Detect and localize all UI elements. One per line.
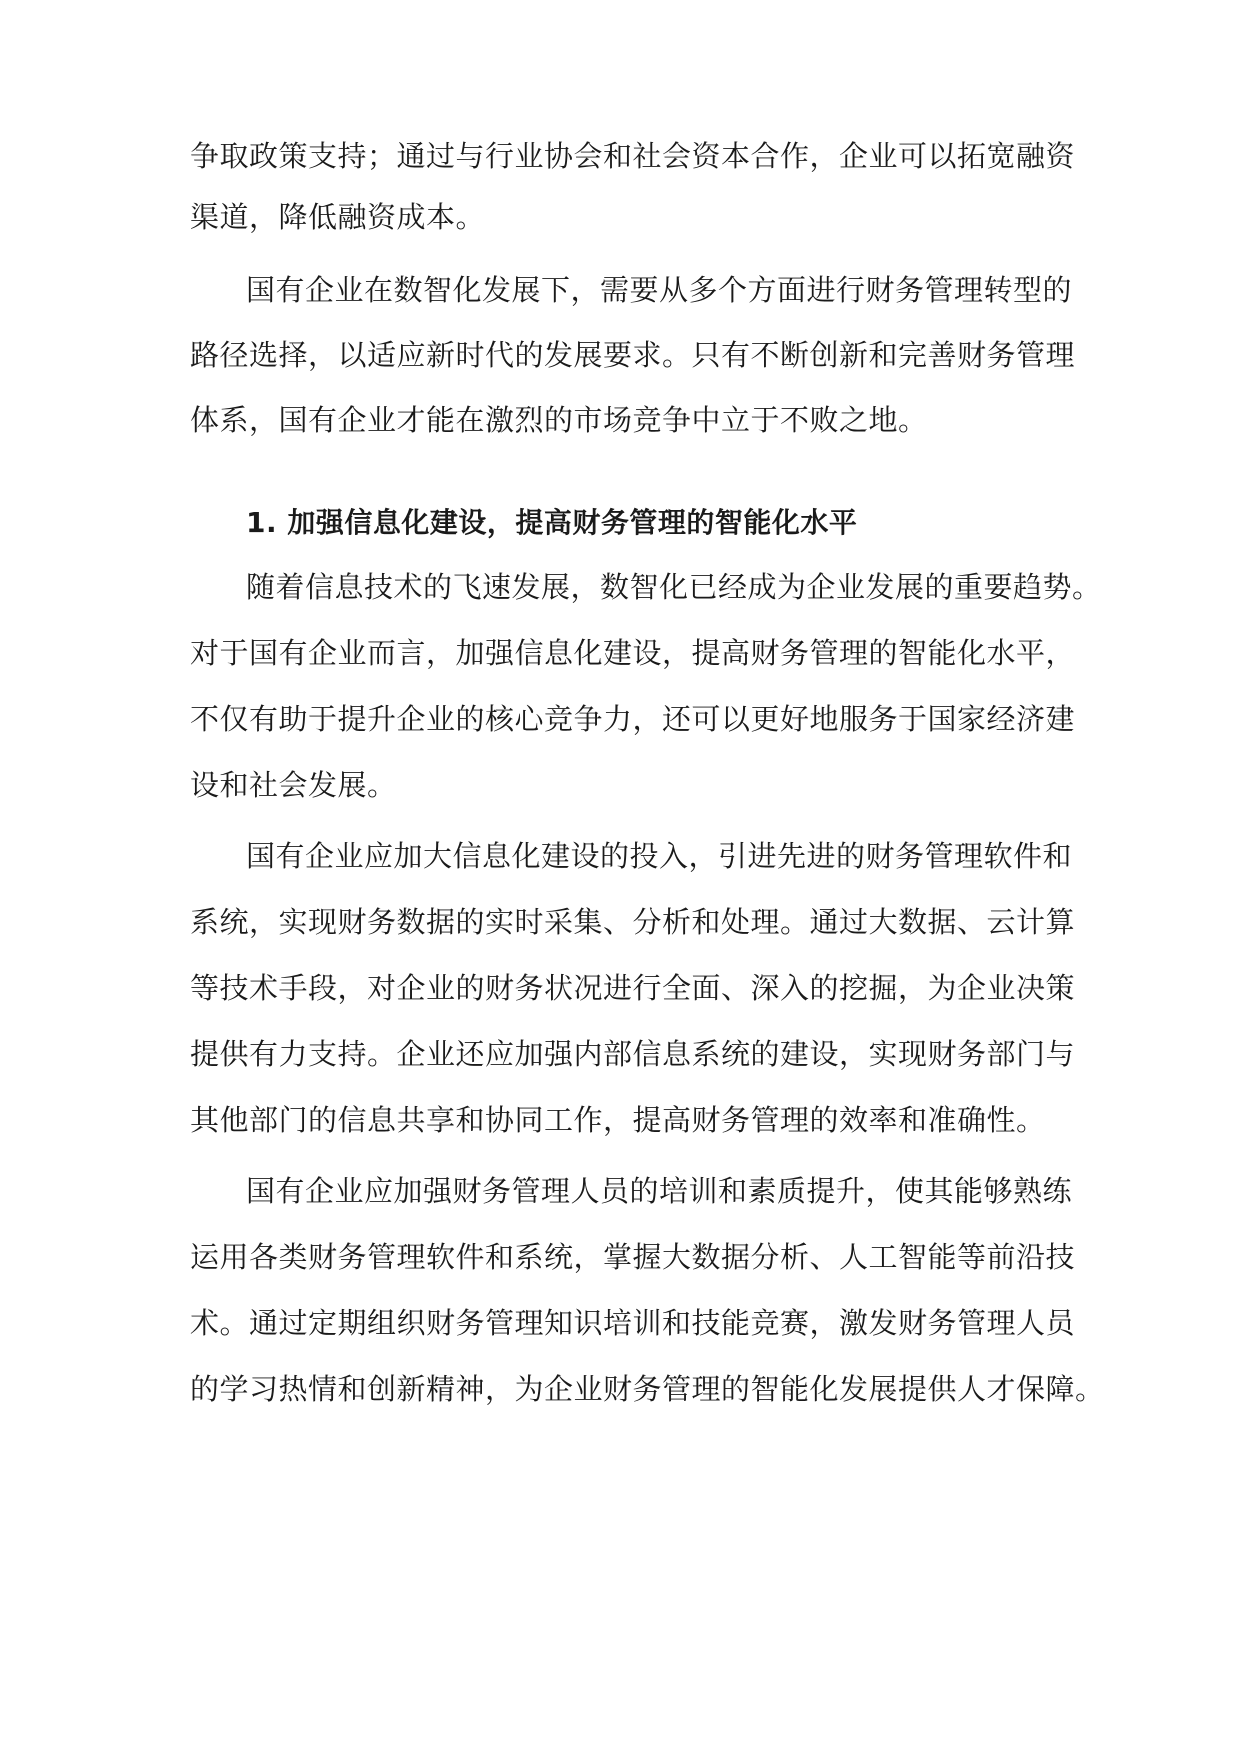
- paragraph-line: 国有企业在数智化发展下，需要从多个方面进行财务管理转型的: [246, 273, 1073, 307]
- paragraph-line: 运用各类财务管理软件和系统，掌握大数据分析、人工智能等前沿技: [190, 1240, 1076, 1274]
- section-heading: 1. 加强信息化建设，提高财务管理的智能化水平: [246, 506, 858, 539]
- paragraph-line: 系统，实现财务数据的实时采集、分析和处理。通过大数据、云计算: [190, 905, 1076, 939]
- paragraph-line: 其他部门的信息共享和协同工作，提高财务管理的效率和准确性。: [190, 1103, 1046, 1137]
- paragraph-line: 国有企业应加大信息化建设的投入，引进先进的财务管理软件和: [246, 839, 1073, 873]
- paragraph-line: 设和社会发展。: [190, 768, 397, 802]
- paragraph-line: 路径选择，以适应新时代的发展要求。只有不断创新和完善财务管理: [190, 338, 1076, 372]
- paragraph-line: 术。通过定期组织财务管理知识培训和技能竞赛，激发财务管理人员: [190, 1306, 1076, 1340]
- paragraph-line: 的学习热情和创新精神，为企业财务管理的智能化发展提供人才保障。: [190, 1372, 1105, 1406]
- paragraph-line: 随着信息技术的飞速发展，数智化已经成为企业发展的重要趋势。: [246, 570, 1102, 604]
- paragraph-line: 国有企业应加强财务管理人员的培训和素质提升，使其能够熟练: [246, 1174, 1073, 1208]
- paragraph-line: 体系，国有企业才能在激烈的市场竞争中立于不败之地。: [190, 403, 928, 437]
- paragraph-line: 等技术手段，对企业的财务状况进行全面、深入的挖掘，为企业决策: [190, 971, 1076, 1005]
- paragraph-line: 争取政策支持；通过与行业协会和社会资本合作，企业可以拓宽融资: [190, 139, 1076, 173]
- paragraph-line: 提供有力支持。企业还应加强内部信息系统的建设，实现财务部门与: [190, 1037, 1076, 1071]
- paragraph-line: 不仅有助于提升企业的核心竞争力，还可以更好地服务于国家经济建: [190, 702, 1076, 736]
- paragraph-line: 渠道，降低融资成本。: [190, 200, 486, 234]
- paragraph-line: 对于国有企业而言，加强信息化建设，提高财务管理的智能化水平，: [190, 636, 1076, 670]
